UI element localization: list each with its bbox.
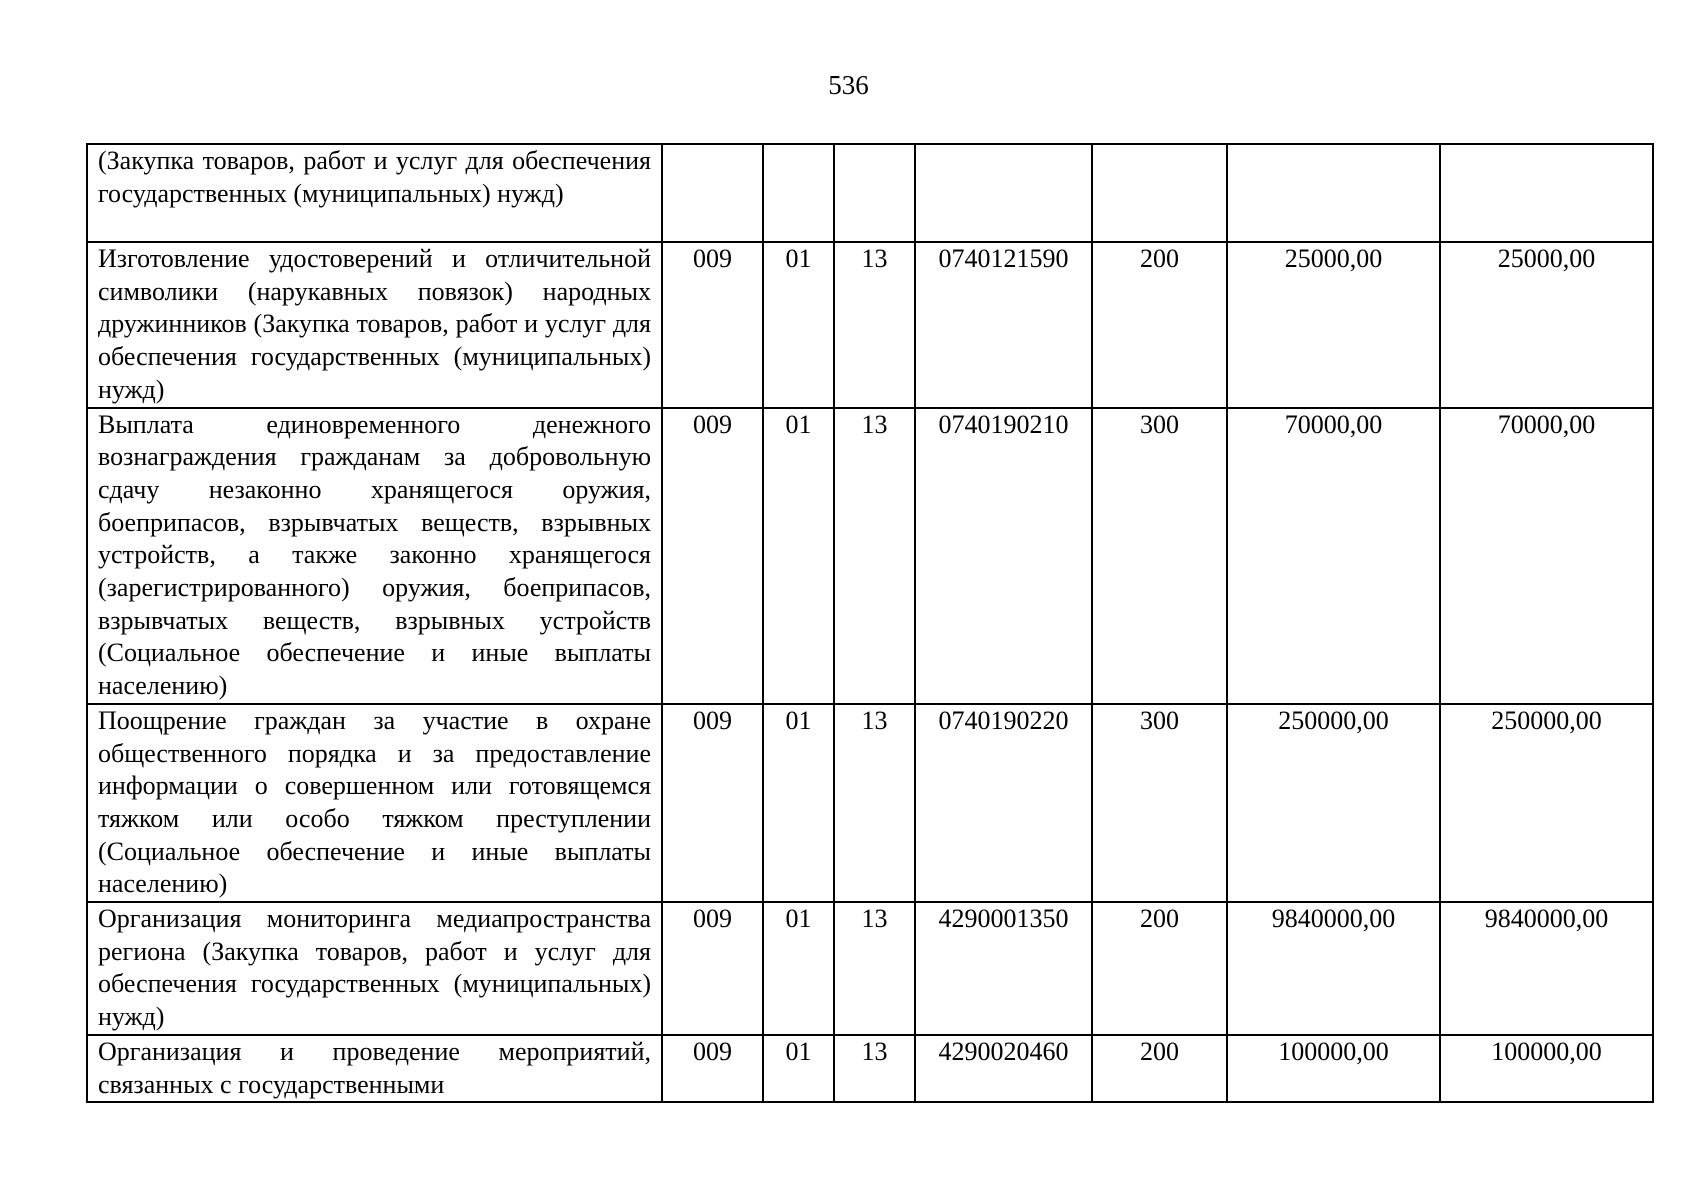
cell-subsection: 13 xyxy=(834,1035,915,1102)
row-description: Организация мониторинга медиапространства региона (Закупка товаров, работ и услуг для обеспечения государственных (муниципальных) нужд) xyxy=(87,902,662,1035)
cell-expense-type: 200 xyxy=(1092,902,1227,1035)
cell-amount-2: 100000,00 xyxy=(1440,1035,1653,1102)
cell-expense-type: 200 xyxy=(1092,242,1227,408)
table-row xyxy=(87,704,1653,902)
budget-table xyxy=(86,143,1654,1103)
page-number: 536 xyxy=(828,70,869,100)
cell-subsection: 13 xyxy=(834,902,915,1035)
cell-subsection xyxy=(834,144,915,242)
cell-code xyxy=(662,144,763,242)
row-description: (Закупка товаров, работ и услуг для обеспечения государственных (муниципальных) нужд) xyxy=(87,144,662,242)
cell-code: 009 xyxy=(662,902,763,1035)
cell-section: 01 xyxy=(763,704,834,902)
table-row xyxy=(87,1035,1653,1102)
cell-expense-type: 300 xyxy=(1092,408,1227,704)
cell-amount-2 xyxy=(1440,144,1653,242)
cell-subsection: 13 xyxy=(834,704,915,902)
cell-amount-1: 70000,00 xyxy=(1227,408,1440,704)
cell-amount-1: 100000,00 xyxy=(1227,1035,1440,1102)
cell-section: 01 xyxy=(763,1035,834,1102)
cell-amount-1 xyxy=(1227,144,1440,242)
cell-section: 01 xyxy=(763,408,834,704)
table-row xyxy=(87,902,1653,1035)
cell-target xyxy=(915,144,1092,242)
cell-subsection: 13 xyxy=(834,408,915,704)
table-row xyxy=(87,242,1653,408)
cell-code: 009 xyxy=(662,242,763,408)
cell-expense-type: 200 xyxy=(1092,1035,1227,1102)
cell-amount-1: 250000,00 xyxy=(1227,704,1440,902)
cell-amount-2: 250000,00 xyxy=(1440,704,1653,902)
row-description: Выплата единовременного денежного вознаграждения гражданам за добровольную сдачу незаконно хранящегося оружия, боеприпасов, взрывчатых веществ, взрывных устройств, а также законно хранящегося (зарегистрированного) оружия, боеприпасов, взрывчатых веществ, взрывных устройств (Социальное обеспечение и иные выплаты населению) xyxy=(87,408,662,704)
cell-target: 4290020460 xyxy=(915,1035,1092,1102)
cell-expense-type xyxy=(1092,144,1227,242)
cell-section: 01 xyxy=(763,242,834,408)
cell-code: 009 xyxy=(662,408,763,704)
cell-target: 4290001350 xyxy=(915,902,1092,1035)
row-description: Поощрение граждан за участие в охране общественного порядка и за предоставление информации о совершенном или готовящемся тяжком или особо тяжком преступлении (Социальное обеспечение и иные выплаты населению) xyxy=(87,704,662,902)
cell-target: 0740190220 xyxy=(915,704,1092,902)
cell-section: 01 xyxy=(763,902,834,1035)
cell-amount-1: 9840000,00 xyxy=(1227,902,1440,1035)
cell-code: 009 xyxy=(662,1035,763,1102)
cell-amount-2: 25000,00 xyxy=(1440,242,1653,408)
cell-amount-2: 70000,00 xyxy=(1440,408,1653,704)
cell-target: 0740121590 xyxy=(915,242,1092,408)
cell-section xyxy=(763,144,834,242)
cell-expense-type: 300 xyxy=(1092,704,1227,902)
row-description: Изготовление удостоверений и отличительной символики (нарукавных повязок) народных дружинников (Закупка товаров, работ и услуг для обеспечения государственных (муниципальных) нужд) xyxy=(87,242,662,408)
row-description: Организация и проведение мероприятий, связанных с государственными xyxy=(87,1035,662,1102)
cell-subsection: 13 xyxy=(834,242,915,408)
table-row xyxy=(87,144,1653,242)
cell-amount-2: 9840000,00 xyxy=(1440,902,1653,1035)
table-row xyxy=(87,408,1653,704)
cell-amount-1: 25000,00 xyxy=(1227,242,1440,408)
cell-target: 0740190210 xyxy=(915,408,1092,704)
cell-code: 009 xyxy=(662,704,763,902)
